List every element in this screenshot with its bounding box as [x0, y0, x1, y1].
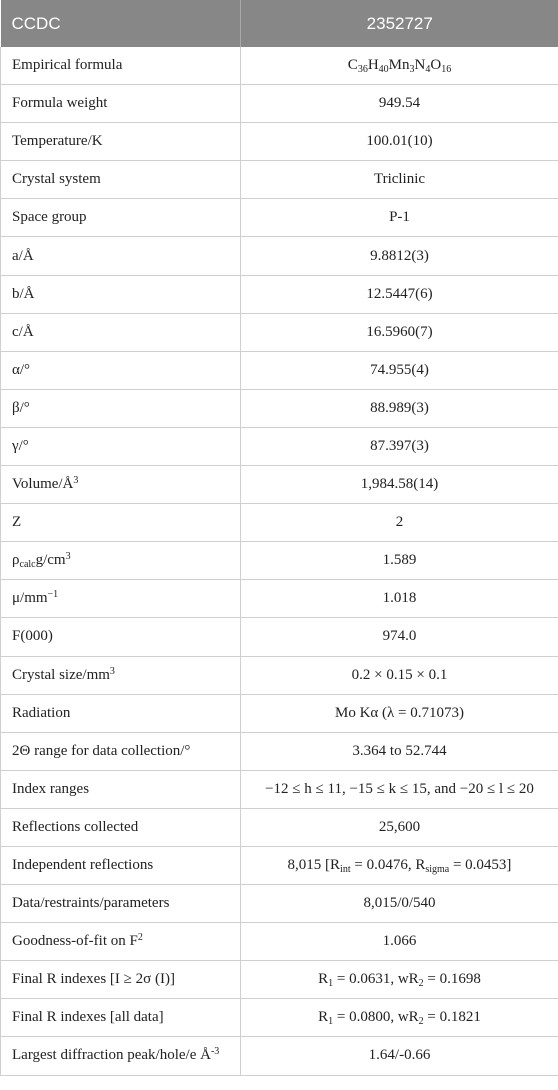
table-row: [1, 161, 558, 199]
table-row: [1, 618, 558, 656]
row-value: 8,015 [$R_{int} = 0.0476$, $R_{sigma} = 0.0453$]: [241, 846, 558, 884]
row-label: Crystal system: [1, 161, 241, 199]
row-label: Index ranges: [1, 770, 241, 808]
row-value: 3.364 to 52.744: [241, 732, 558, 770]
row-value: 9.8812(3): [241, 237, 558, 275]
row-value: $R_1 = 0.0800$, $wR_2 = 0.1821$: [241, 999, 558, 1037]
row-label: Z: [1, 504, 241, 542]
table-row: [1, 694, 558, 732]
table-header-row: [1, 0, 558, 47]
row-value: 1.018: [241, 580, 558, 618]
row-label: Radiation: [1, 694, 241, 732]
table-row: [1, 466, 558, 504]
row-value: 1.64/-0.66: [241, 1037, 558, 1075]
row-label: Goodness-of-fit on $F^2$: [1, 923, 241, 961]
header-ccdc-number: 2352727: [241, 0, 558, 47]
row-label: Volume/$Å^3$: [1, 466, 241, 504]
row-label: a/Å: [1, 237, 241, 275]
row-value: 88.989(3): [241, 389, 558, 427]
table-row: [1, 351, 558, 389]
row-value: 74.955(4): [241, 351, 558, 389]
header-ccdc: CCDC: [1, 0, 241, 47]
table-row: [1, 237, 558, 275]
row-label: b/Å: [1, 275, 241, 313]
row-label: Final R indexes [I ≥ 2σ (I)]: [1, 961, 241, 999]
table-row: [1, 961, 558, 999]
table-row: [1, 389, 558, 427]
row-value: $R_1 = 0.0631$, $wR_2 = 0.1698$: [241, 961, 558, 999]
row-label: Largest diffraction peak/hole/e $Å^{-3}$: [1, 1037, 241, 1075]
row-value: 1.066: [241, 923, 558, 961]
table-row: [1, 542, 558, 580]
row-label: Crystal size/$mm^3$: [1, 656, 241, 694]
table-row: [1, 846, 558, 884]
row-label: Space group: [1, 199, 241, 237]
row-value: 8,015/0/540: [241, 885, 558, 923]
row-label: $\rho_{calc}g/cm^3$: [1, 542, 241, 580]
row-label: α/°: [1, 351, 241, 389]
row-value: $C_{36}H_{40}Mn_3N_4O_{16}$: [241, 47, 558, 85]
table-row: [1, 123, 558, 161]
row-value: 12.5447(6): [241, 275, 558, 313]
table-row: [1, 504, 558, 542]
table-row: [1, 275, 558, 313]
table-row: [1, 47, 558, 85]
table-row: [1, 199, 558, 237]
row-label: Formula weight: [1, 85, 241, 123]
row-label: Independent reflections: [1, 846, 241, 884]
table-row: [1, 923, 558, 961]
row-value: Triclinic: [241, 161, 558, 199]
table-row: [1, 1037, 558, 1075]
table-row: [1, 427, 558, 465]
table-row: [1, 732, 558, 770]
table-row: [1, 85, 558, 123]
row-value: 0.2 × 0.15 × 0.1: [241, 656, 558, 694]
table-row: [1, 313, 558, 351]
row-label: 2Θ range for data collection/°: [1, 732, 241, 770]
row-label: $\mu/mm^{-1}$: [1, 580, 241, 618]
row-value: P-1: [241, 199, 558, 237]
row-label: c/Å: [1, 313, 241, 351]
row-value: 1.589: [241, 542, 558, 580]
row-label: Data/restraints/parameters: [1, 885, 241, 923]
row-value: 2: [241, 504, 558, 542]
row-value: 949.54: [241, 85, 558, 123]
row-value: 974.0: [241, 618, 558, 656]
row-value: 25,600: [241, 808, 558, 846]
row-value: 1,984.58(14): [241, 466, 558, 504]
row-label: Final R indexes [all data]: [1, 999, 241, 1037]
row-value: −12 ≤ h ≤ 11, −15 ≤ k ≤ 15, and −20 ≤ l ≤ 20: [241, 770, 558, 808]
row-label: F(000): [1, 618, 241, 656]
table-row: [1, 999, 558, 1037]
table-row: [1, 770, 558, 808]
row-value: 87.397(3): [241, 427, 558, 465]
row-label: Reflections collected: [1, 808, 241, 846]
table-row: [1, 580, 558, 618]
table-row: [1, 808, 558, 846]
row-value: 16.5960(7): [241, 313, 558, 351]
row-label: Temperature/K: [1, 123, 241, 161]
row-label: Empirical formula: [1, 47, 241, 85]
table-row: [1, 656, 558, 694]
table-row: [1, 885, 558, 923]
row-label: β/°: [1, 389, 241, 427]
row-value: Mo Kα (λ = 0.71073): [241, 694, 558, 732]
row-label: γ/°: [1, 427, 241, 465]
row-value: 100.01(10): [241, 123, 558, 161]
